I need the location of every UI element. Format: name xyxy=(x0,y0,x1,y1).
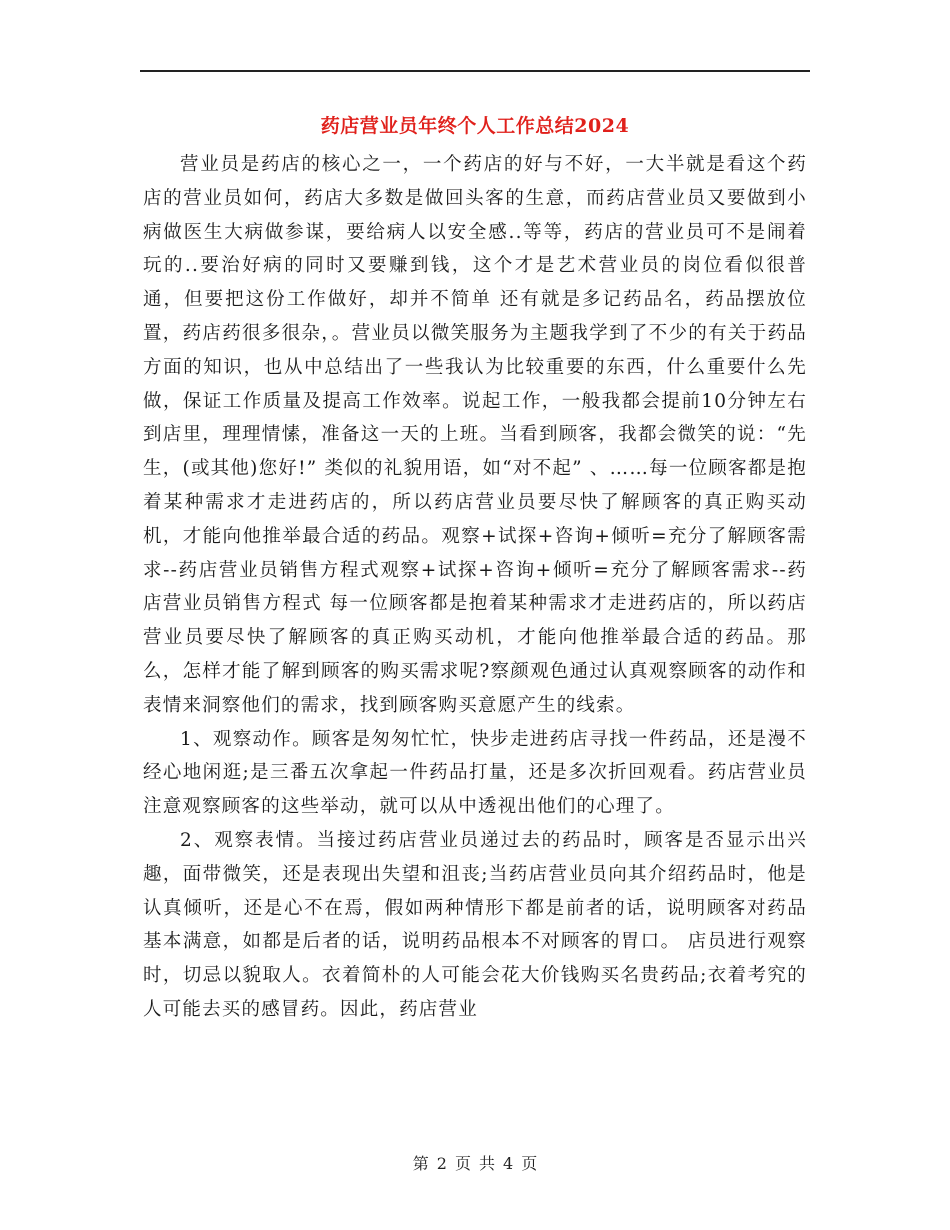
document-title: 药店营业员年终个人工作总结2024 xyxy=(320,115,630,137)
footer-total-pages: 4 xyxy=(503,1154,514,1173)
footer-page-label: 第 xyxy=(412,1154,429,1173)
paragraph-observe-expressions: 2、观察表情。当接过药店营业员递过去的药品时，顾客是否显示出兴趣，面带微笑，还是表现出失望和沮丧;当药店营业员向其介绍药品时，他是认真倾听，还是心不在焉，假如两种情形下都是前者的话，说明顾客对药品基本满意，如都是后者的话，说明药品根本不对顾客的胃口。 店员进行观察时，切忌以貌取人。衣着简朴的人可能会花大价钱购买名贵药品;衣着考究的人可能去买的感冒药。因此，药店营业 xyxy=(143,829,807,1020)
footer-total-label: 共 xyxy=(479,1154,496,1173)
footer-current-page: 2 xyxy=(436,1154,447,1173)
page-footer xyxy=(0,1152,950,1176)
document-body xyxy=(143,148,807,1027)
footer-total-unit: 页 xyxy=(521,1154,538,1173)
footer-page-unit: 页 xyxy=(454,1154,471,1173)
header-rule xyxy=(140,70,810,72)
paragraph-intro: 营业员是药店的核心之一，一个药店的好与不好，一大半就是看这个药店的营业员如何，药店大多数是做回头客的生意，而药店营业员又要做到小病做医生大病做参谋，要给病人以安全感..等等，药店的营业员可不是闹着玩的..要治好病的同时又要赚到钱，这个才是艺术营业员的岗位看似很普通，但要把这份工作做好，却并不简单 还有就是多记药品名，药品摆放位置，药店药很多很杂，。营业员以微笑服务为主题我学到了不少的有关于药品方面的知识，也从中总结出了一些我认为比较重要的东西，什么重要什么先做，保证工作质量及提高工作效率。说起工作，一般我都会提前10分钟左右到店里，理理情愫，准备这一天的上班。当看到顾客，我都会微笑的说：“先生，(或其他)您好!” 类似的礼貌用语，如“对不起” 、……每一位顾客都是抱着某种需求才走进药店的，所以药店营业员要尽快了解顾客的真正购买动机，才能向他推举最合适的药品。观察+试探+咨询+倾听=充分了解顾客需求--药店营业员销售方程式观察+试探+咨询+倾听=充分了解顾客需求--药店营业员销售方程式 每一位顾客都是抱着某种需求才走进药店的，所以药店营业员要尽快了解顾客的真正购买动机，才能向他推举最合适的药品。那么，怎样才能了解到顾客的购买需求呢?察颜观色通过认真观察顾客的动作和表情来洞察他们的需求，找到顾客购买意愿产生的线索。 xyxy=(143,154,807,716)
paragraph-observe-actions: 1、观察动作。顾客是匆匆忙忙，快步走进药店寻找一件药品，还是漫不经心地闲逛;是三番五次拿起一件药品打量，还是多次折回观看。药店营业员注意观察顾客的这些举动，就可以从中透视出他们的心理了。 xyxy=(143,728,807,818)
